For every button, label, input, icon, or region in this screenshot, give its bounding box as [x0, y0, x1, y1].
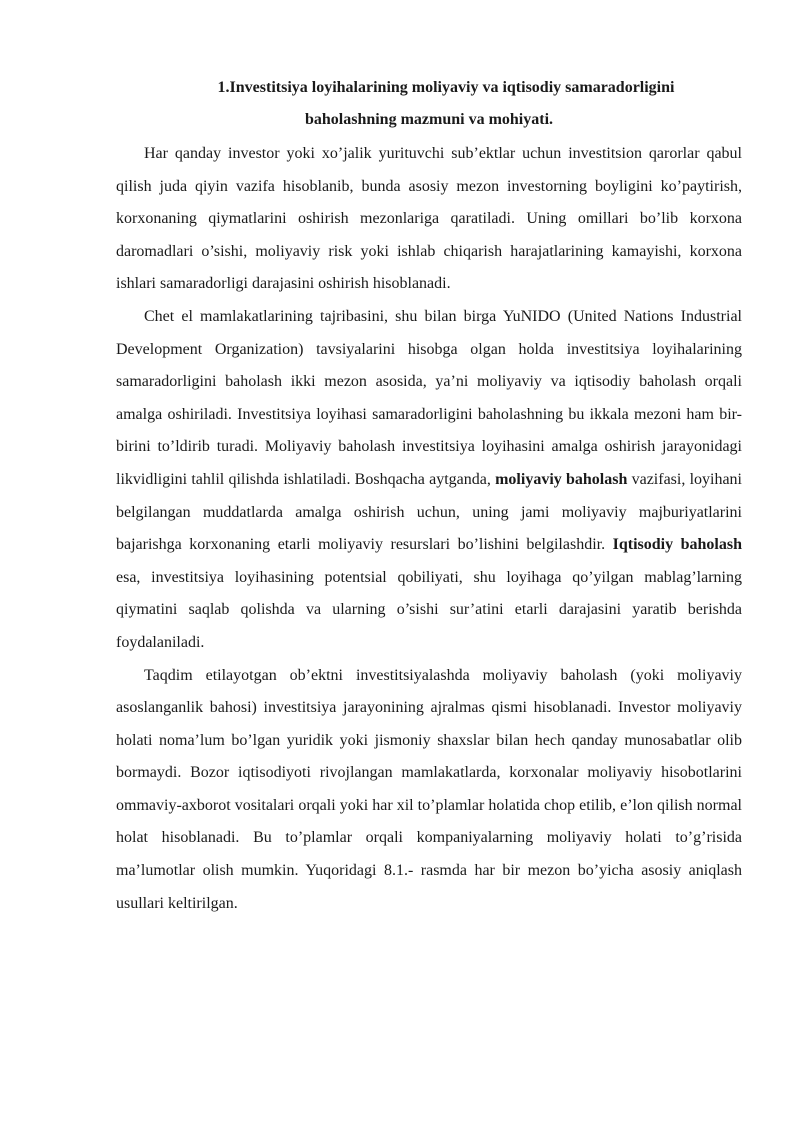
section-title-line-2: baholashning mazmuni va mohiyati.: [304, 111, 554, 128]
paragraph-2-text-b: vazifasi, loyihani belgilangan muddatlarda amalga oshirish uchun, uning jami moliyaviy majburiyatlarini bajarishga korxonaning etarli moliyaviy resurslari bo’lishini belgilashdir.: [116, 470, 743, 554]
paragraph-2: [116, 301, 742, 660]
paragraph-2-text-a: Chet el mamlakatlarining tajribasini, shu bilan birga YuNIDO (United Nations Industrial Development Organization) tavsiyalarini hisobga olgan holda investitsiya loyihalarining samaradorligini baholash ikki mezon asosida, ya’ni moliyaviy va iqtisodiy baholash orqali amalga oshiriladi. Investitsiya loyihasi samaradorligini baholashning bu ikkala mezoni ham bir-birini to’ldirib turadi. Moliyaviy baholash investitsiya loyihasini amalga oshirish jarayonidagi likvidligini tahlil qilishda ishlatiladi. Boshqacha aytganda,: [116, 307, 742, 488]
term-iqtisodiy-baholash: Iqtisodiy baholash: [612, 536, 742, 554]
document-page: [116, 72, 742, 920]
paragraph-1: Har qanday investor yoki xo’jalik yurituvchi sub’ektlar uchun investitsion qarorlar qabul qilish juda qiyin vazifa hisoblanib, bunda asosiy mezon investorning boyligini ko’paytirish, korxonaning qiymatlarini oshirish mezonlariga qaratiladi. Uning omillari bo’lib korxona daromadlari o’sishi, moliyaviy risk yoki ishlab chiqarish harajatlarining kamayishi, korxona ishlari samaradorligi darajasini oshirish hisoblanadi.: [116, 145, 742, 293]
paragraph-2-text-c: esa, investitsiya loyihasining potentsial qobiliyati, shu loyihaga qo’yilgan mablag’larning qiymatini saqlab qolishda va ularning o’sishi sur’atini etarli darajasini yaratib berishda foydalaniladi.: [116, 568, 742, 651]
section-title-line-1: 1.Investitsiya loyihalarining moliyaviy va iqtisodiy samaradorligini: [217, 79, 675, 96]
paragraph-3: Taqdim etilayotgan ob’ektni investitsiyalashda moliyaviy baholash (yoki moliyaviy asoslanganlik bahosi) investitsiya jarayonining ajralmas qismi hisoblanadi. Investor moliyaviy holati noma’lum bo’lgan yuridik yoki jismoniy shaxslar bilan hech qanday munosabatlar olib bormaydi. Bozor iqtisodiyoti rivojlangan mamlakatlarda, korxonalar moliyaviy hisobotlarini ommaviy-axborot vositalari orqali yoki har xil to’plamlar holatida chop etilib, e’lon qilish normal holat hisoblanadi. Bu to’plamlar orqali kompaniyalarning moliyaviy holati to’g’risida ma’lumotlar olish mumkin. Yuqoridagi 8.1.- rasmda har bir mezon bo’yicha asosiy aniqlash usullari keltirilgan.: [116, 666, 742, 912]
section-title: [116, 72, 742, 136]
term-moliyaviy-baholash: moliyaviy baholash: [495, 470, 628, 488]
